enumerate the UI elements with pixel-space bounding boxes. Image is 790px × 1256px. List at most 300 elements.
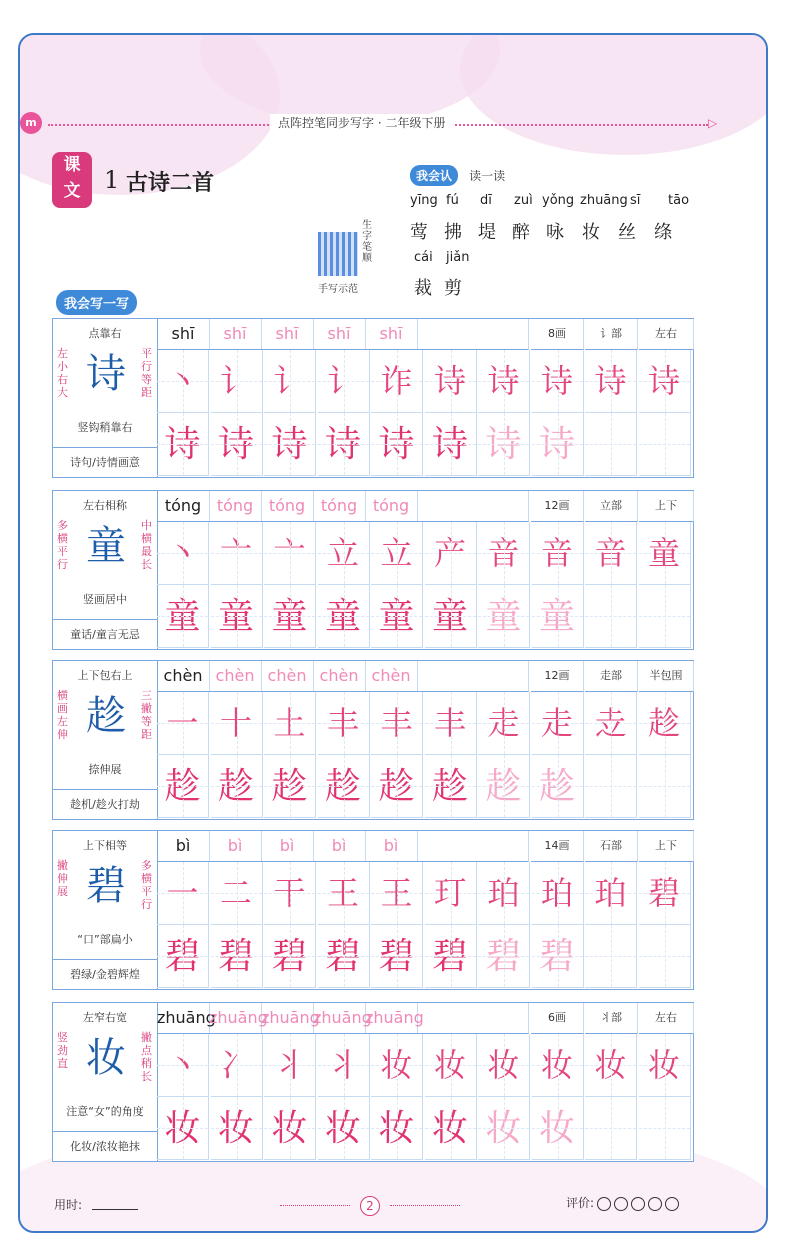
stroke-step-cell[interactable] [639,522,691,585]
stroke-step-cell[interactable] [264,522,316,585]
face-icon[interactable] [648,1197,662,1211]
pinyin: cái [414,250,433,265]
trace-cell[interactable] [585,413,637,476]
pinyin-cell[interactable] [313,831,366,862]
pinyin-text: chèn [371,666,411,685]
pinyin-text: bì [279,836,295,855]
stroke-step: 音 [540,534,573,572]
stroke-step: 妆 [487,1046,520,1084]
stroke-step: 诗 [647,362,680,400]
stroke-step-cell[interactable] [425,350,477,413]
practice-block [52,660,694,820]
pinyin: yǒng [542,193,575,208]
stroke-step-cell[interactable] [478,1034,530,1097]
face-icon[interactable] [665,1197,679,1211]
face-icon[interactable] [597,1197,611,1211]
header-title: 点阵控笔同步写字 · 二年级下册 [270,114,453,131]
stroke-step-cell[interactable] [318,1034,370,1097]
trace-cell[interactable]: 童 [371,585,423,648]
pinyin-cell [157,319,210,350]
stroke-step-cell[interactable] [532,522,584,585]
stroke-step-cell[interactable] [211,692,263,755]
trace-cell[interactable]: 童 [532,585,584,648]
pinyin-cell [157,831,210,862]
trace-cell[interactable]: 诗 [211,413,263,476]
qr-caption: 手写示范 [318,284,358,295]
trace-cell[interactable] [585,755,637,818]
stroke-count: 6画 [531,1003,584,1034]
trace-cell[interactable]: 趁 [532,755,584,818]
time-blank[interactable] [92,1209,138,1210]
stroke-step: 丰 [380,704,413,742]
trace-cell[interactable] [639,925,691,988]
trace-cell[interactable] [639,755,691,818]
recognize-char: 莺 [410,222,428,243]
pinyin: zuì [514,193,533,208]
stroke-step: 讠 [219,362,252,400]
recognize-char: 醉 [512,222,530,243]
trace-cell[interactable]: 碧 [264,925,316,988]
trace-cell[interactable] [585,925,637,988]
stroke-step: 妆 [433,1046,466,1084]
stroke-step-cell[interactable] [264,692,316,755]
stroke-step: 一 [166,704,199,742]
stroke-step-cell[interactable] [157,1034,209,1097]
stroke-step: 丶 [166,362,199,400]
trace-cell[interactable] [585,585,637,648]
hint-right: 中横最长 [141,519,152,571]
practice-block [52,490,694,650]
recognize-char: 堤 [478,222,496,243]
recognize-char: 裁 [414,278,432,299]
trace-cell[interactable]: 妆 [264,1097,316,1160]
lesson-number: 1 [104,166,120,194]
stroke-step: 亠 [273,534,306,572]
pinyin-text: shī [223,324,247,343]
model-char: 诗 [86,351,126,397]
pinyin-text: tóng [320,496,358,515]
hint-right: 三撇等距 [141,689,152,741]
trace-cell[interactable]: 童 [264,585,316,648]
pinyin-cell [157,491,210,522]
page-dotted-line [390,1205,460,1206]
badge-top: 课 [63,155,81,175]
model-char: 童 [86,523,126,569]
trace-cell[interactable]: 妆 [478,1097,530,1160]
pinyin-text: bì [175,836,191,855]
stroke-step-cell[interactable] [532,692,584,755]
practice-block [52,1002,694,1162]
char-guide [53,1003,158,1161]
pinyin-cell[interactable] [365,319,418,350]
lesson-badge [52,152,92,208]
pinyin-cell[interactable] [313,1003,372,1034]
trace-cell[interactable]: 妆 [157,1097,209,1160]
pinyin-text: zhuāng [209,1008,268,1027]
stroke-step-cell[interactable] [264,1034,316,1097]
badge-bottom: 文 [63,181,81,201]
page-number: 2 [360,1196,380,1216]
hint-left: 多横平行 [57,519,68,571]
pinyin-cell[interactable] [209,661,262,692]
stroke-step-cell[interactable] [371,1034,423,1097]
stroke-step-cell[interactable] [318,522,370,585]
stroke-step-cell[interactable] [157,862,209,925]
pinyin: fú [446,193,459,208]
example-words: 诗句/诗情画意 [53,447,157,477]
face-icon[interactable] [614,1197,628,1211]
stroke-step-cell[interactable] [585,862,637,925]
stroke-step-cell[interactable] [211,350,263,413]
stroke-step-cell[interactable] [157,350,209,413]
trace-cell[interactable]: 趁 [157,755,209,818]
char-guide [53,831,158,989]
qr-side-label: 生字笔顺 [362,220,372,264]
write-section-tag: 我会写一写 [56,290,137,315]
stroke-step: 玎 [433,874,466,912]
stroke-step: 立 [380,534,413,572]
stroke-step: 珀 [594,874,627,912]
stroke-step-cell[interactable] [371,522,423,585]
trace-cell[interactable]: 诗 [264,413,316,476]
time-label: 用时: [54,1198,83,1212]
pinyin: dī [480,193,492,208]
pinyin-cell[interactable] [313,491,366,522]
recognize-char: 绦 [654,222,672,243]
trace-cell[interactable]: 趁 [371,755,423,818]
pinyin-cell[interactable] [261,831,314,862]
pinyin-text: zhuāng [313,1008,372,1027]
stroke-step: 丶 [166,534,199,572]
stroke-step-cell[interactable] [585,350,637,413]
pinyin: yīng [410,193,438,208]
stroke-step: 丰 [433,704,466,742]
char-guide [53,661,158,819]
stroke-step: 干 [273,874,306,912]
pinyin-cell[interactable] [365,1003,424,1034]
pinyin-blank[interactable] [417,319,529,350]
pinyin-text: tóng [268,496,306,515]
pinyin: sī [630,193,641,208]
model-char: 趁 [86,693,126,739]
recognize-heading [410,165,710,186]
trace-cell[interactable]: 碧 [371,925,423,988]
pinyin-text: chèn [267,666,307,685]
trace-cell[interactable]: 诗 [478,413,530,476]
recognize-char: 妆 [582,222,600,243]
trace-cell[interactable]: 诗 [157,413,209,476]
trace-cell[interactable] [639,413,691,476]
stroke-step-cell[interactable] [157,692,209,755]
radical: 讠部 [585,319,638,350]
page-dotted-line [280,1205,350,1206]
radical: 走部 [585,661,638,692]
recognize-char: 剪 [444,278,462,299]
pinyin-text: tóng [372,496,410,515]
pinyin-blank[interactable] [417,661,529,692]
pinyin-blank[interactable] [417,1003,529,1034]
stroke-step: 产 [433,534,466,572]
pinyin-text: bì [227,836,243,855]
stroke-step-cell[interactable] [318,862,370,925]
page-number-area [280,1196,460,1216]
stroke-step-cell[interactable] [318,350,370,413]
example-words: 趁机/趁火打劫 [53,789,157,819]
pinyin-cell[interactable] [261,491,314,522]
hint-left: 撇伸展 [57,859,68,898]
trace-cell[interactable] [639,1097,691,1160]
pinyin-text: zhuāng [261,1008,320,1027]
recognize-char: 咏 [546,222,564,243]
stroke-step-cell[interactable] [425,1034,477,1097]
char-guide [53,491,158,649]
stroke-step-cell[interactable] [425,862,477,925]
pinyin-blank[interactable] [417,831,529,862]
trace-cell[interactable]: 诗 [318,413,370,476]
stroke-step: 珀 [487,874,520,912]
lesson-heading [52,152,352,242]
stroke-step-cell[interactable] [478,862,530,925]
recognize-pinyin-row-2 [410,250,530,270]
trace-cell[interactable]: 诗 [371,413,423,476]
structure: 左右 [639,319,694,350]
pinyin-cell[interactable] [261,1003,320,1034]
stroke-step: 走 [540,704,573,742]
trace-cell[interactable]: 诗 [532,413,584,476]
pinyin-cell[interactable] [209,491,262,522]
recognize-char-row-2 [410,274,530,298]
structure: 上下 [639,831,694,862]
hint-top: 上下包右上 [77,669,133,682]
stroke-step-cell[interactable] [532,862,584,925]
structure: 半包围 [639,661,694,692]
eval-label: 评价: [566,1196,595,1210]
stroke-step-cell[interactable] [264,350,316,413]
stroke-step: 丬 [326,1046,359,1084]
stroke-step: 诗 [433,362,466,400]
trace-cell[interactable]: 碧 [318,925,370,988]
trace-cell[interactable]: 碧 [157,925,209,988]
hint-left: 竖劲直 [57,1031,68,1070]
pinyin-text: shī [379,324,403,343]
stroke-step: 妆 [647,1046,680,1084]
stroke-step: 亠 [219,534,252,572]
trace-cell[interactable]: 童 [211,585,263,648]
stroke-step: 冫 [219,1046,252,1084]
pinyin-blank[interactable] [417,491,529,522]
stroke-step-cell[interactable] [478,350,530,413]
stroke-count: 14画 [531,831,584,862]
stroke-step-cell[interactable] [425,522,477,585]
stroke-count: 12画 [531,661,584,692]
pinyin: jiǎn [446,250,470,265]
stroke-step-cell[interactable] [211,522,263,585]
pinyin: zhuāng [580,193,628,208]
pinyin-cell[interactable] [365,831,418,862]
hint-top: 上下相等 [83,839,127,852]
stroke-step: 丶 [166,1046,199,1084]
pinyin-text: bì [383,836,399,855]
radical: 石部 [585,831,638,862]
stroke-step-cell[interactable] [264,862,316,925]
trace-cell[interactable]: 趁 [318,755,370,818]
structure: 上下 [639,491,694,522]
stroke-step-cell[interactable] [585,522,637,585]
stroke-step: 王 [326,874,359,912]
stroke-step-cell[interactable] [532,1034,584,1097]
recognize-pinyin-row [410,193,710,213]
pinyin-cell[interactable] [209,1003,268,1034]
trace-cell[interactable] [639,585,691,648]
example-words: 碧绿/金碧辉煌 [53,959,157,989]
pinyin-text: bì [331,836,347,855]
stroke-step-cell[interactable] [639,350,691,413]
hint-right: 平行等距 [141,347,152,399]
pinyin-text: shī [327,324,351,343]
example-words: 童话/童言无忌 [53,619,157,649]
stroke-step: 妆 [594,1046,627,1084]
hint-note: 竖钩稍靠右 [77,421,133,434]
pinyin-text: zhuāng [365,1008,424,1027]
stroke-step: 讠 [326,362,359,400]
trace-cell[interactable]: 趁 [478,755,530,818]
face-icon[interactable] [631,1197,645,1211]
stroke-step-cell[interactable] [318,692,370,755]
stroke-step: 碧 [647,874,680,912]
model-char: 碧 [86,863,126,909]
trace-cell[interactable]: 童 [318,585,370,648]
pinyin-text: shī [275,324,299,343]
stroke-step: 诗 [540,362,573,400]
stroke-step: 一 [166,874,199,912]
evaluation [566,1194,679,1211]
pinyin-cell[interactable] [261,661,314,692]
practice-block [52,830,694,990]
pinyin-cell [157,1003,216,1034]
trace-cell[interactable]: 碧 [532,925,584,988]
hint-right: 撇点稍长 [141,1031,152,1083]
pinyin-cell[interactable] [209,319,262,350]
stroke-step-cell[interactable] [211,862,263,925]
recognize-tag: 我会认 [410,165,458,186]
stroke-step-cell[interactable] [585,692,637,755]
pinyin-text: tóng [164,496,202,515]
hint-left: 横画左伸 [57,689,68,741]
hint-note: 竖画居中 [83,593,127,606]
trace-cell[interactable]: 童 [425,585,477,648]
trace-cell[interactable]: 童 [157,585,209,648]
stroke-step: 诗 [594,362,627,400]
trace-cell[interactable]: 妆 [211,1097,263,1160]
trace-cell[interactable]: 趁 [264,755,316,818]
trace-cell[interactable]: 诗 [425,413,477,476]
hint-top: 左右相称 [83,499,127,512]
trace-cell[interactable]: 趁 [211,755,263,818]
hint-note: 注意“女”的角度 [66,1105,144,1118]
stroke-step-cell[interactable] [371,862,423,925]
trace-cell[interactable]: 妆 [371,1097,423,1160]
pinyin-cell[interactable] [261,319,314,350]
stroke-step-cell[interactable] [478,692,530,755]
stroke-step-cell[interactable] [478,522,530,585]
stroke-step-cell[interactable] [211,1034,263,1097]
stroke-step: 二 [219,874,252,912]
pinyin-cell[interactable] [313,661,366,692]
pinyin-text: chèn [163,666,203,685]
stroke-step: 诈 [380,362,413,400]
stroke-step: 妆 [540,1046,573,1084]
running-header [20,112,720,138]
stroke-step-cell[interactable] [157,522,209,585]
trace-cell[interactable]: 童 [478,585,530,648]
hint-left: 左小右大 [57,347,68,399]
arrow-right-icon: ▷ [708,116,718,130]
pinyin-cell[interactable] [209,831,262,862]
pinyin-cell [157,661,210,692]
qr-code-icon[interactable] [318,232,358,276]
stroke-step-cell[interactable] [371,692,423,755]
trace-cell[interactable]: 趁 [425,755,477,818]
radical: 立部 [585,491,638,522]
trace-cell[interactable]: 碧 [425,925,477,988]
stroke-step: 诗 [487,362,520,400]
stroke-step: 立 [326,534,359,572]
hint-note: 捺伸展 [88,763,122,776]
char-guide [53,319,158,477]
trace-cell[interactable]: 妆 [318,1097,370,1160]
pinyin-cell[interactable] [365,491,418,522]
stroke-step: 珀 [540,874,573,912]
stroke-step: 王 [380,874,413,912]
stroke-step: 丬 [273,1046,306,1084]
pinyin-cell[interactable] [313,319,366,350]
recognize-instruction: 读一读 [469,169,506,183]
hint-top: 点靠右 [88,327,122,340]
pinyin: tāo [668,193,690,208]
stroke-count: 8画 [531,319,584,350]
pinyin-cell[interactable] [365,661,418,692]
stroke-step-cell[interactable] [639,862,691,925]
pinyin-text: chèn [215,666,255,685]
stroke-step-cell[interactable] [639,1034,691,1097]
trace-cell[interactable] [585,1097,637,1160]
stroke-step-cell[interactable] [532,350,584,413]
example-words: 化妆/浓妆艳抹 [53,1131,157,1161]
stroke-step-cell[interactable] [425,692,477,755]
pinyin-text: tóng [216,496,254,515]
hint-right: 多横平行 [141,859,152,911]
hint-top: 左窄右宽 [83,1011,127,1024]
trace-cell[interactable]: 碧 [478,925,530,988]
model-char: 妆 [86,1035,126,1081]
structure: 左右 [639,1003,694,1034]
stroke-step: 土 [273,704,306,742]
trace-cell[interactable]: 妆 [532,1097,584,1160]
pinyin-text: chèn [319,666,359,685]
trace-cell[interactable]: 妆 [425,1097,477,1160]
stroke-step: 十 [219,704,252,742]
stroke-step: 音 [594,534,627,572]
trace-cell[interactable]: 碧 [211,925,263,988]
radical: 丬部 [585,1003,638,1034]
stroke-step: 妆 [380,1046,413,1084]
pinyin-text: shī [171,324,195,343]
stroke-step-cell[interactable] [371,350,423,413]
stroke-step-cell[interactable] [639,692,691,755]
stroke-step: 讠 [273,362,306,400]
stroke-step-cell[interactable] [585,1034,637,1097]
stroke-step: 趁 [647,704,680,742]
